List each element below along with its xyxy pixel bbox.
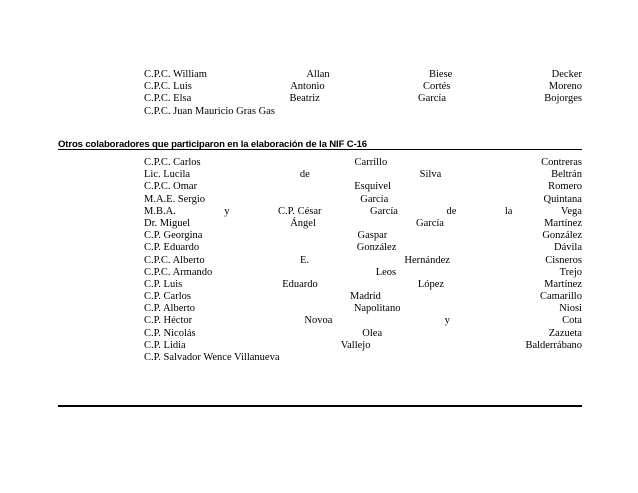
name-part: González [542, 230, 582, 242]
collaborator-row [144, 206, 582, 218]
name-part: C.P.C. Juan Mauricio Gras Gas [144, 105, 275, 117]
name-part: Camarillo [539, 291, 582, 303]
name-part: C.P. César [278, 205, 322, 217]
name-part: C.P.C. Alberto [144, 254, 205, 266]
name-part: C.P. Carlos [144, 291, 191, 303]
name-part: Silva [419, 169, 442, 181]
name-part: Lic. Lucila [144, 169, 191, 181]
name-part: Niosi [559, 303, 582, 315]
name-part: Eduardo [282, 278, 318, 290]
name-part: Martínez [544, 217, 582, 229]
name-part: Ángel [290, 217, 316, 229]
name-part: C.P. Luis [144, 278, 183, 290]
name-part: Bojorges [544, 93, 582, 105]
collaborator-row [144, 352, 582, 364]
name-part: Cisneros [545, 254, 582, 266]
name-part: C.P.C. Armando [144, 266, 213, 278]
name-part: Napolitano [353, 303, 401, 315]
name-part: C.P.C. William [144, 69, 207, 80]
name-part: Quintana [543, 193, 582, 205]
name-part: y [444, 315, 450, 327]
committee-member-list [144, 69, 582, 118]
name-part: C.P.C. Carlos [144, 157, 201, 168]
name-part: Cota [562, 315, 582, 327]
collaborator-row [144, 242, 582, 254]
collaborator-row [144, 157, 582, 169]
name-part: García [415, 217, 444, 229]
name-part: Dr. Miguel [144, 217, 191, 229]
name-part: Vega [560, 205, 582, 217]
name-part: C.P.C. Elsa [144, 93, 192, 105]
name-part: Moreno [548, 81, 582, 93]
bottom-divider [58, 405, 582, 407]
collaborator-row [144, 230, 582, 242]
name-part: Romero [548, 181, 582, 193]
name-part: C.P. Héctor [144, 315, 193, 327]
name-part: López [417, 278, 445, 290]
name-part: C.P. Salvador Wence Villanueva [144, 352, 280, 363]
collaborator-row [144, 340, 582, 352]
name-part: C.P. Nicolás [144, 327, 196, 339]
name-part: Esquivel [354, 181, 391, 193]
name-part: C.P. Alberto [144, 303, 196, 315]
name-part: Olea [362, 327, 383, 339]
name-part: Zazueta [548, 327, 582, 339]
name-part: Decker [551, 69, 582, 80]
name-part: Biese [429, 69, 453, 80]
member-row [144, 93, 582, 105]
name-part: Madrid [350, 291, 381, 303]
name-part: González [356, 242, 397, 254]
name-part: C.P.C. Luis [144, 81, 192, 93]
collaborator-list [144, 157, 582, 364]
collaborator-row [144, 303, 582, 315]
name-part: M.B.A. [144, 205, 176, 217]
collaborator-row [144, 181, 582, 193]
name-part: Beatriz [289, 93, 320, 105]
name-part: y [224, 205, 230, 217]
member-row [144, 69, 582, 81]
name-part: García [418, 93, 447, 105]
collaborator-row [144, 328, 582, 340]
name-part: de [446, 205, 457, 217]
collaborator-row [144, 315, 582, 327]
name-part: C.P.C. Omar [144, 181, 198, 193]
name-part: Novoa [304, 315, 333, 327]
name-part: Allan [306, 69, 330, 80]
member-row [144, 106, 582, 118]
name-part: Antonio [290, 81, 325, 93]
collaborator-row [144, 267, 582, 279]
collaborator-row [144, 218, 582, 230]
name-part: Vallejo [340, 339, 371, 351]
name-part: Beltrán [551, 169, 582, 181]
name-part: Balderrábano [525, 339, 582, 351]
name-part: Trejo [559, 266, 582, 278]
collaborator-row [144, 169, 582, 181]
name-part: Contreras [541, 157, 582, 168]
collaborator-row [144, 194, 582, 206]
name-part: C.P. Lidia [144, 339, 186, 351]
name-part: E. [300, 254, 310, 266]
name-part: M.A.E. Sergio [144, 193, 206, 205]
collaborator-row [144, 255, 582, 267]
name-part: C.P. Eduardo [144, 242, 200, 254]
name-part: Martínez [544, 278, 582, 290]
collaborator-row [144, 291, 582, 303]
name-part: Carrillo [354, 157, 388, 168]
name-part: Cortés [422, 81, 451, 93]
name-part: Dávila [554, 242, 582, 254]
name-part: Hernández [404, 254, 450, 266]
collaborator-row [144, 279, 582, 291]
name-part: C.P. Georgina [144, 230, 203, 242]
name-part: la [504, 205, 513, 217]
name-part: Leos [375, 266, 397, 278]
name-part: García [369, 205, 398, 217]
name-part: Gaspar [357, 230, 388, 242]
heading-underline [58, 149, 582, 150]
section-heading: Otros colaboradores que participaron en la elaboración de la NIF C-16 [58, 139, 367, 150]
member-row [144, 81, 582, 93]
name-part: García [360, 193, 389, 205]
name-part: de [299, 169, 310, 181]
